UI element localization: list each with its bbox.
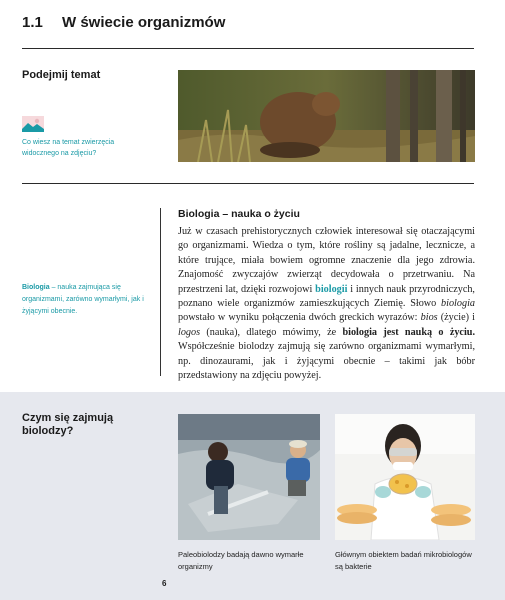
article-text-4: (życie) i	[437, 312, 476, 324]
page-number: 6	[162, 579, 167, 588]
keyword-biologia-nauka: biologia jest nauką o życiu.	[342, 326, 476, 338]
article-body	[178, 225, 475, 383]
paleobiologists-photo	[178, 414, 320, 540]
chapter-number: 1.1	[22, 14, 43, 31]
article-text-3: powstało w wyniku połączenia dwóch greckich wyrazów:	[178, 312, 421, 324]
chapter-title: W świecie organizmów	[62, 14, 226, 31]
caption-paleobiologists: Paleobiolodzy badają dawno wymarłe organizmy	[178, 550, 304, 571]
glossary-note	[22, 282, 154, 318]
glossary-term: Biologia	[22, 284, 50, 291]
intro-question: Co wiesz na temat zwierzęcia widocznego na zdjęciu?	[22, 139, 115, 157]
keyword-biologii: biologii	[315, 283, 348, 295]
microbiologist-photo	[335, 414, 475, 540]
intro-label: Podejmij temat	[22, 69, 101, 81]
article-title: Biologia – nauka o życiu	[178, 208, 300, 220]
article-rule	[160, 208, 161, 376]
article-text-5: (nauka), dlatego mówimy, że	[200, 326, 343, 338]
word-biologia: biologia	[441, 298, 475, 310]
word-logos: logos	[178, 326, 201, 338]
top-divider	[22, 48, 474, 49]
article-text-2: i innych nauk przyrodniczych, poznano wiele organizmów zamieszkujących Ziemię. Słowo	[178, 283, 475, 310]
beaver-photo	[178, 70, 475, 162]
word-bios: bios	[420, 312, 438, 324]
glossary-definition: – nauka zajmująca się organizmami, zarówno wymarłymi, jak i żyjącymi obecnie.	[22, 284, 144, 315]
section-divider	[22, 183, 474, 184]
article-text-1: Już w czasach prehistorycznych człowiek interesował się otaczającymi go organizmami. Wiedza o tym, które rośliny są jadalne, lecznicze, a które trujące, miała bowiem ogromne znaczenie dla jego zdrowia. Znajomość zwyczajów zwierząt decydowała o przetrwaniu. Na przestrzeni lat, dzięki rozwojowi	[178, 226, 475, 295]
caption-microbiologists: Głównym obiektem badań mikrobiologów są bakterie	[335, 550, 472, 571]
article-text-6: Współcześnie biolodzy zajmują się zarówno organizmami wymarłymi, np. dinozaurami, jak i żyjącymi obecnie – takimi jak bóbr przedstawiony na zdjęciu powyżej.	[178, 341, 475, 382]
section2-label: Czym się zajmują biolodzy?	[22, 412, 114, 437]
image-icon	[22, 116, 44, 132]
